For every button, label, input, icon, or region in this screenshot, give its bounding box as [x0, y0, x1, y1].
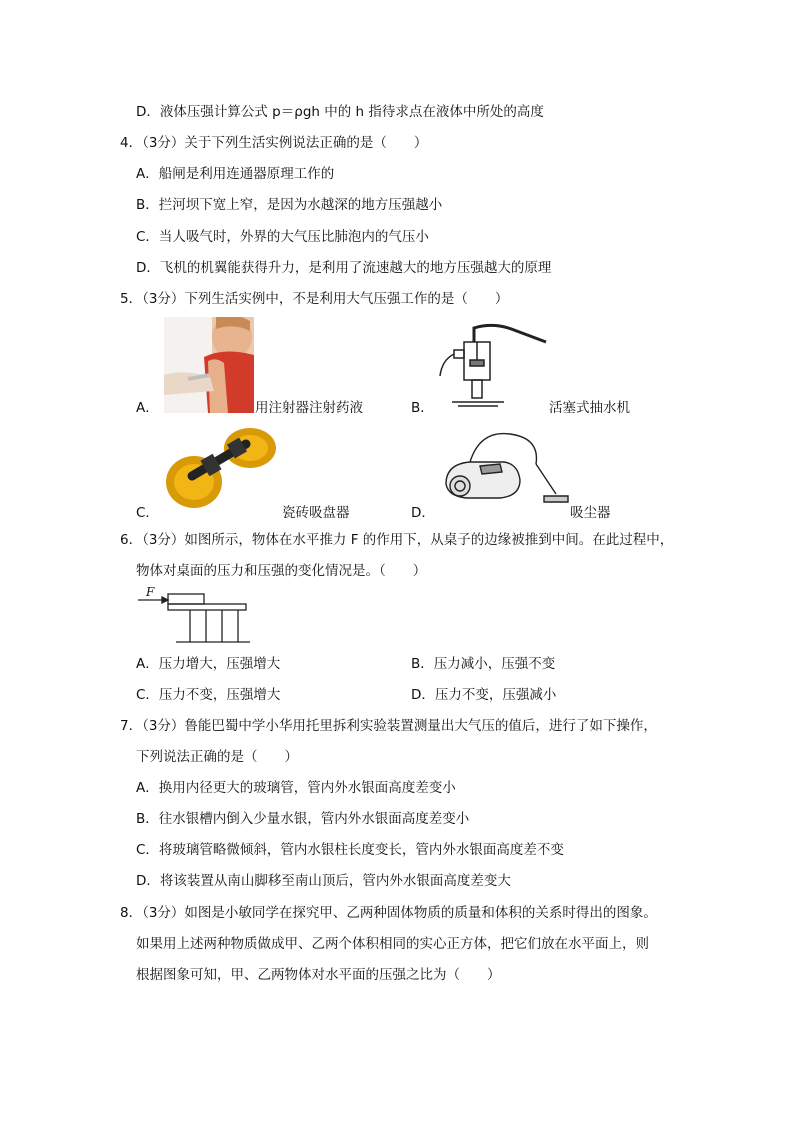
q5-option-c-caption: 瓷砖吸盘器 [282, 505, 350, 521]
q4-option-a: A．船闸是利用连通器原理工作的 [136, 166, 335, 182]
q5-option-d-caption: 吸尘器 [570, 505, 611, 521]
q3-option-d: D．液体压强计算公式 p＝ρgh 中的 h 指待求点在液体中所处的高度 [136, 104, 544, 120]
q5-option-a-caption: 用注射器注射药液 [255, 400, 363, 416]
piston-pump-drawing [434, 320, 554, 410]
q4-option-b: B．拦河坝下宽上窄，是因为水越深的地方压强越小 [136, 197, 443, 213]
q6-option-b: B．压力减小，压强不变 [411, 656, 556, 672]
q7-stem-line1: 7．（3分）鲁能巴蜀中学小华用托里拆利实验装置测量出大气压的值后，进行了如下操作， [120, 718, 657, 734]
q8-stem-line2: 如果用上述两种物质做成甲、乙两个体积相同的实心正方体，把它们放在水平面上，则 [136, 936, 649, 952]
q6-stem-line2: 物体对桌面的压力和压强的变化情况是。（ ） [136, 563, 427, 579]
q5-stem: 5．（3分）下列生活实例中，不是利用大气压强工作的是（ ） [120, 291, 509, 307]
q6-option-c: C．压力不变，压强增大 [136, 687, 281, 703]
injection-photo [164, 317, 254, 413]
force-label: F [146, 585, 155, 599]
q7-option-c: C．将玻璃管略微倾斜，管内水银柱长度变长，管内外水银面高度差不变 [136, 842, 564, 858]
q8-stem-line1: 8．（3分）如图是小敏同学在探究甲、乙两种固体物质的质量和体积的关系时得出的图象。 [120, 905, 657, 921]
q7-option-b: B．往水银槽内倒入少量水银，管内外水银面高度差变小 [136, 811, 470, 827]
q6-stem-line1: 6．（3分）如图所示，物体在水平推力 F 的作用下，从桌子的边缘被推到中间。在此过程中， [120, 532, 674, 548]
q8-stem-line3: 根据图象可知，甲、乙两物体对水平面的压强之比为（ ） [136, 967, 501, 983]
q5-option-b-label: B． [411, 400, 434, 416]
q7-option-d: D．将该装置从南山脚移至南山顶后，管内外水银面高度差变大 [136, 873, 511, 889]
q5-option-b-caption: 活塞式抽水机 [549, 400, 630, 416]
vacuum-cleaner-drawing [440, 424, 570, 510]
q5-option-c-label: C． [136, 505, 159, 521]
q6-option-a: A．压力增大，压强增大 [136, 656, 281, 672]
suction-lifter-photo [164, 426, 284, 512]
q4-stem: 4．（3分）关于下列生活实例说法正确的是（ ） [120, 135, 428, 151]
q5-option-a-label: A． [136, 400, 159, 416]
q7-option-a: A．换用内径更大的玻璃管，管内外水银面高度差变小 [136, 780, 456, 796]
q4-option-c: C．当人吸气时，外界的大气压比肺泡内的气压小 [136, 229, 429, 245]
q7-stem-line2: 下列说法正确的是（ ） [136, 749, 298, 765]
q6-option-d: D．压力不变，压强减小 [411, 687, 557, 703]
q5-option-d-label: D． [411, 505, 435, 521]
q4-option-d: D．飞机的机翼能获得升力，是利用了流速越大的地方压强越大的原理 [136, 260, 552, 276]
